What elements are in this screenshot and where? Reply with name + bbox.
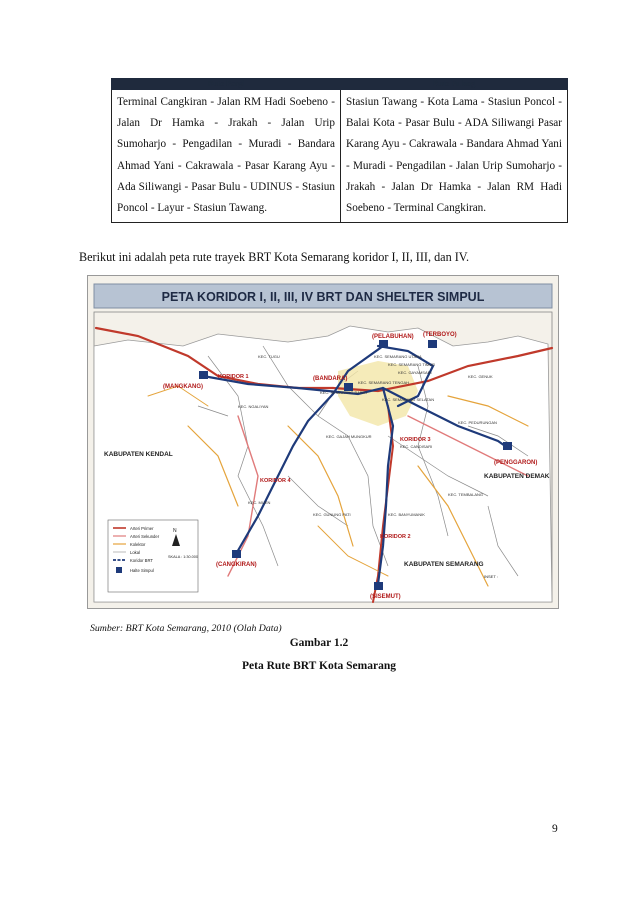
region-semarang-label: KABUPATEN SEMARANG xyxy=(404,561,484,568)
corridor-1-label: KORIDOR 1 xyxy=(218,374,249,380)
terminal-cangkiran-label: (CANGKIRAN) xyxy=(216,562,257,568)
district-label: KEC. SEMARANG TENGAH xyxy=(358,380,410,385)
region-demak-label: KABUPATEN DEMAK xyxy=(484,473,550,480)
district-label: KEC. PEDURUNGAN xyxy=(458,420,497,425)
north-label: N xyxy=(173,528,177,534)
legend-item: Arteri Primer xyxy=(130,526,154,531)
route-table-header-row xyxy=(112,79,568,90)
region-kendal-label: KABUPATEN KENDAL xyxy=(104,451,173,458)
district-label: KEC. TEMBALANG xyxy=(448,492,484,497)
map-scale: SKALA : 1:30.000 xyxy=(168,555,198,559)
corridor-4-label: KORIDOR 4 xyxy=(260,478,291,484)
legend-item: Arteri Sekunder xyxy=(130,534,160,539)
corridor-map xyxy=(87,275,559,609)
legend-item: Lokal xyxy=(130,550,141,555)
terminal-penggaron-label: (PENGGARON) xyxy=(494,460,538,466)
route-table-row xyxy=(112,90,568,223)
route-return-cell: Stasiun Tawang - Kota Lama - Stasiun Poncol - Balai Kota - Pasar Bulu - ADA Siliwangi Pasar Karang Ayu - Cakrawala - Bandara Ahmad Yani - Muradi - Pengadilan - Jalan Urip Sumoharjo - Jrakah - Jalan Dr Hamka - Jalan RM Hadi Soebeno - Terminal Cangkiran. xyxy=(341,90,568,223)
map-svg xyxy=(88,276,558,608)
district-label: KEC. SEMARANG SELATAN xyxy=(382,397,435,402)
route-go-cell: Terminal Cangkiran - Jalan RM Hadi Soebeno - Jalan Dr Hamka - Jrakah - Jalan Urip Sumoharjo - Pengadilan - Muradi - Bandara Ahmad Yani - Cakrawala - Pasar Karang Ayu - Ada Siliwangi - Pasar Bulu - UDINUS - Stasiun Poncol - Layur - Stasiun Tawang. xyxy=(112,90,341,223)
legend-item: Koridor BRT xyxy=(130,558,153,563)
terminal-terboyo-label: (TERBOYO) xyxy=(423,332,457,338)
figure-source: Sumber: BRT Kota Semarang, 2010 (Olah Data) xyxy=(90,623,282,634)
map-title: PETA KORIDOR I, II, III, IV BRT DAN SHELTER SIMPUL xyxy=(161,290,485,304)
district-label: KEC. GAYAMSARI xyxy=(398,370,432,375)
header-go: Rute Pergi xyxy=(112,79,341,90)
corridor-2-label: KORIDOR 2 xyxy=(380,534,411,540)
district-label: KEC. BANYUMANIK xyxy=(388,512,425,517)
map-legend xyxy=(108,520,198,592)
terminal-mangkang-label: (MANGKANG) xyxy=(163,384,203,390)
district-label: KEC. SEMARANG UTARA xyxy=(374,354,422,359)
district-label: KEC. GUNUNG PATI xyxy=(313,512,351,517)
figure-number: Gambar 1.2 xyxy=(289,637,349,649)
legend-item: Halte Simpul xyxy=(130,568,154,573)
legend-item: Kolektor xyxy=(130,542,146,547)
district-label: KEC. GENUK xyxy=(468,374,493,379)
terminal-sisemut-label: (SISEMUT) xyxy=(370,594,401,600)
terminal-pelabuhan-label: (PELABUHAN) xyxy=(372,334,414,340)
figure-title: Peta Rute BRT Kota Semarang xyxy=(242,660,396,672)
map-inset-label: INSET : xyxy=(484,574,498,579)
district-label: KEC. SEMARANG TIMUR xyxy=(388,362,436,367)
corridor-3-label: KORIDOR 3 xyxy=(400,437,431,443)
district-label: KEC. SEMARANG BARAT xyxy=(320,390,368,395)
district-label: KEC. NGALIYAN xyxy=(238,404,269,409)
page-number: 9 xyxy=(552,823,558,835)
intro-paragraph: Berikut ini adalah peta rute trayek BRT Kota Semarang koridor I, II, III, dan IV. xyxy=(79,250,470,264)
header-return: Rute Pulang xyxy=(341,79,568,90)
district-label: KEC. MIJEN xyxy=(248,500,271,505)
terminal-bandara-label: (BANDARA) xyxy=(313,376,348,382)
district-label: KEC. TUGU xyxy=(258,354,280,359)
route-table xyxy=(111,78,568,223)
district-label: KEC. GAJAH MUNGKUR xyxy=(326,434,372,439)
district-label: KEC. CANDISARI xyxy=(400,444,433,449)
